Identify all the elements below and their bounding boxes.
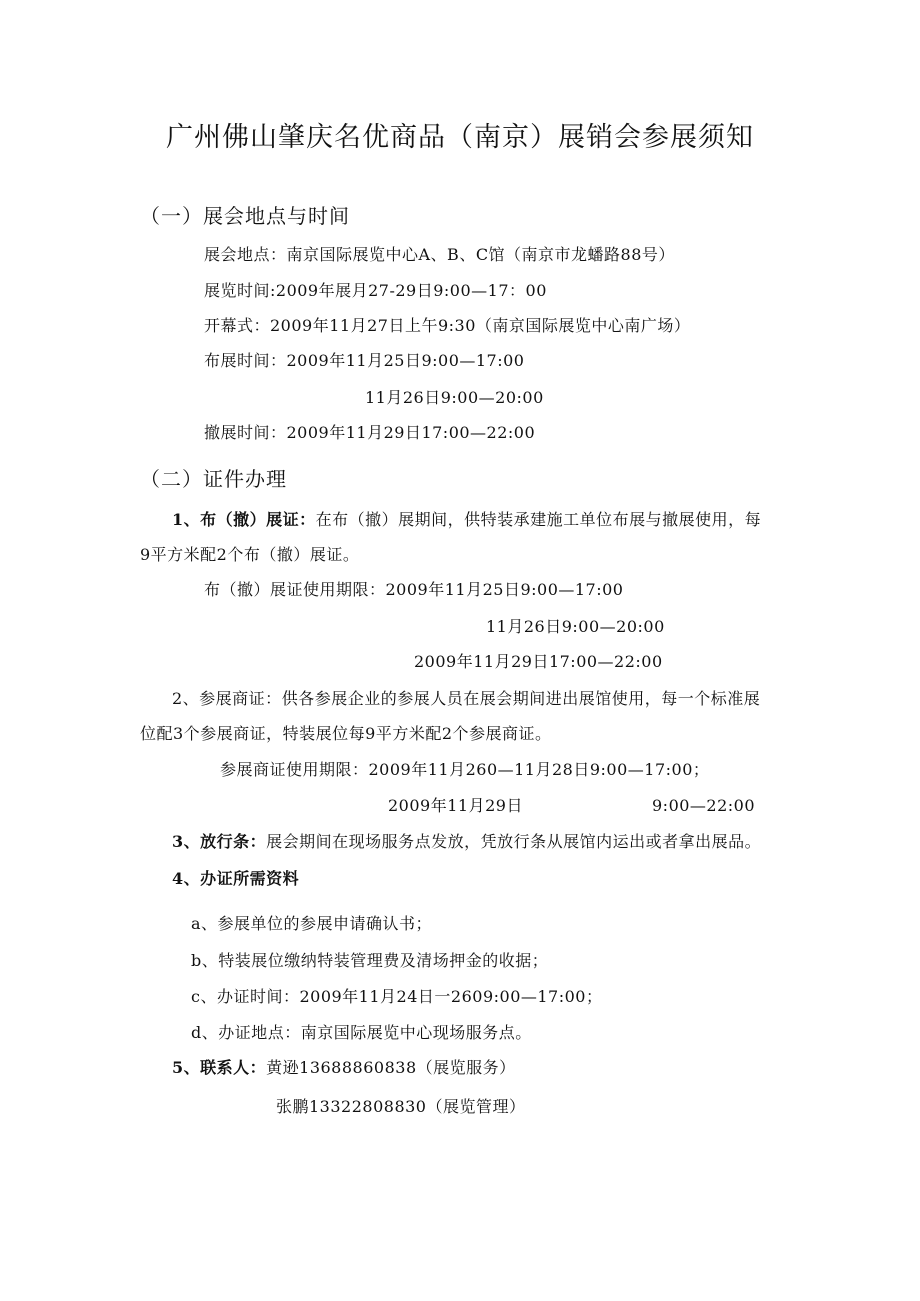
contact-1: 黄逊13688860838（展览服务）: [266, 1058, 516, 1077]
item2-label: 2、参展商证：: [172, 689, 282, 708]
item1-period-1: 布（撤）展证使用期限：2009年11月25日9:00—17:00: [204, 580, 624, 599]
item4-label: 4、办证所需资料: [172, 869, 300, 888]
item1-text-continued: 9平方米配2个布（撤）展证。: [140, 545, 360, 564]
item5-line: [172, 1058, 516, 1078]
item4-d: d、办证地点：南京国际展览中心现场服务点。: [191, 1023, 532, 1042]
item2-period-1: 参展商证使用期限：2009年11月260—11月28日9:00—17:00；: [220, 760, 710, 779]
exhibition-location: 展会地点：南京国际展览中心A、B、C馆（南京市龙蟠路88号）: [204, 245, 675, 264]
item1-text: 在布（撤）展期间，供特装承建施工单位布展与撤展使用，每: [315, 510, 762, 529]
item1-line: [172, 510, 761, 530]
page-title: 广州佛山肇庆名优商品（南京）展销会参展须知: [166, 122, 754, 153]
item4-c: c、办证时间：2009年11月24日一2609:00—17:00；: [191, 987, 603, 1006]
item2-line: [172, 689, 760, 709]
item2-text: 供各参展企业的参展人员在展会期间进出展馆使用，每一个标准展: [281, 689, 761, 708]
item1-label: 1、布（撤）展证：: [172, 510, 316, 529]
section2-heading: （二）证件办理: [140, 467, 287, 491]
contact-2: 张鹏13322808830（展览管理）: [276, 1097, 526, 1116]
teardown-time: 撤展时间：2009年11月29日17:00—22:00: [204, 423, 536, 442]
setup-time-2: 11月26日9:00—20:00: [365, 388, 544, 407]
item1-period-3: 2009年11月29日17:00—22:00: [414, 652, 663, 671]
item1-period-2: 11月26日9:00—20:00: [486, 617, 665, 636]
item3-line: [172, 832, 761, 852]
setup-time-1: 布展时间：2009年11月25日9:00—17:00: [204, 351, 525, 370]
item2-period-2-date: 2009年11月29日: [388, 796, 523, 815]
opening-ceremony: 开幕式：2009年11月27日上午9:30（南京国际展览中心南广场）: [204, 316, 691, 335]
item2-period-2-time: 9:00—22:00: [652, 796, 756, 815]
section1-heading: （一）展会地点与时间: [140, 204, 350, 228]
item4-b: b、特装展位缴纳特装管理费及清场押金的收据；: [191, 951, 549, 970]
item5-label: 5、联系人：: [172, 1058, 267, 1077]
item2-text-continued: 位配3个参展商证，特装展位每9平方米配2个参展商证。: [140, 724, 552, 743]
exhibition-time: 展览时间:2009年展月27-29日9:00—17：00: [204, 281, 547, 300]
item4-a: a、参展单位的参展申请确认书；: [191, 914, 433, 933]
item3-text: 展会期间在现场服务点发放，凭放行条从展馆内运出或者拿出展品。: [266, 832, 762, 851]
item3-label: 3、放行条：: [172, 832, 267, 851]
